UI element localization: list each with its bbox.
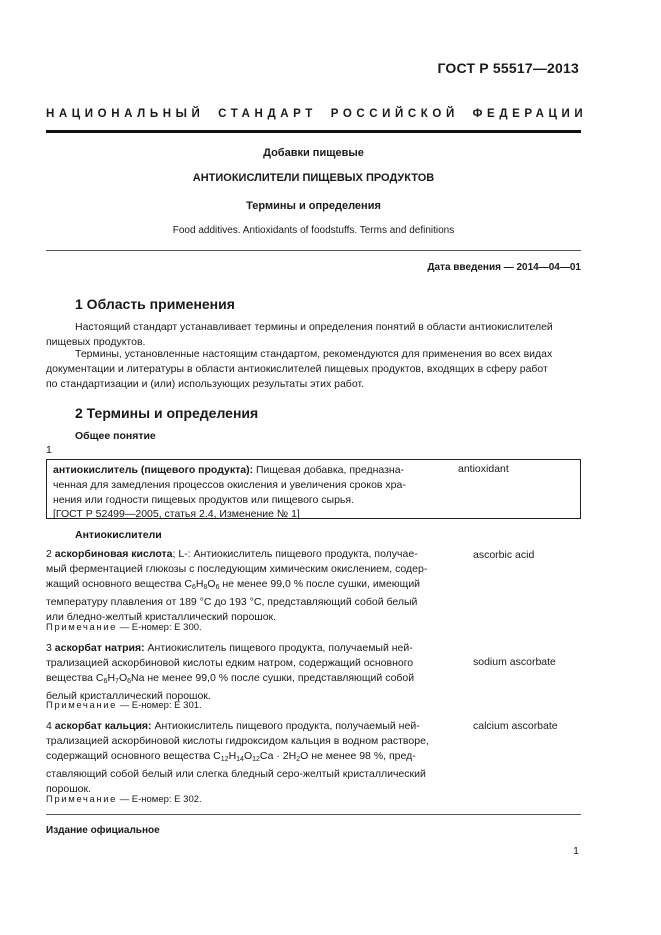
term-4-definition: 4 аскорбат кальция: Антиокислитель пищевого продукта, получаемый ней- трализацией аскорбиновой кислоты гидроксидом кальция в водном растворе, содержащий основного вещества $С_{12}Н_{14}О_{12}Са \cdot 2Н_2О$ не менее 98 %, пред- ставляющий собой белый или слегка бледный серо-желтый кристаллический порошок. bbox=[46, 720, 429, 796]
title-line-2: АНТИОКИСЛИТЕЛИ ПИЩЕВЫХ ПРОДУКТОВ bbox=[192, 172, 435, 184]
term-1-number: 1 bbox=[46, 444, 52, 456]
official-edition-label: Издание официальное bbox=[46, 825, 160, 836]
section-1-p1-line2: пищевых продуктов. bbox=[46, 336, 146, 348]
term-4-title: аскорбат кальция: bbox=[54, 720, 152, 732]
section-2-heading: 2 Термины и определения bbox=[75, 405, 259, 421]
term-2-title: аскорбиновая кислота bbox=[54, 548, 173, 560]
term-2-english: ascorbic acid bbox=[473, 549, 535, 561]
term-1-source: [ГОСТ Р 52499—2005, статья 2.4, Изменение № 1] bbox=[53, 508, 300, 521]
title-rule bbox=[46, 250, 581, 251]
term-1-english: antioxidant bbox=[458, 463, 509, 475]
standard-banner: НАЦИОНАЛЬНЫЙ СТАНДАРТ РОССИЙСКОЙ ФЕДЕРАЦИИ bbox=[46, 108, 588, 120]
title-line-1: Добавки пищевые bbox=[263, 147, 364, 159]
introduction-date: Дата введения — 2014—04—01 bbox=[427, 262, 581, 273]
general-concept-heading: Общее понятие bbox=[75, 430, 156, 442]
note-4: Примечание — Е-номер: Е 302. bbox=[46, 794, 202, 805]
banner-rule bbox=[46, 130, 581, 133]
title-english: Food additives. Antioxidants of foodstuffs. Terms and definitions bbox=[172, 225, 455, 236]
term-3-definition: 3 аскорбат натрия: Антиокислитель пищевого продукта, получаемый ней- трализацией аскорбиновой кислоты едким натром, содержащий основного вещества $С_6Н_7О_6Na$ не менее 99,0 % после сушки, представляющий собой белый кристаллический порошок. bbox=[46, 642, 415, 703]
section-1-p2-line1: Термины, установленные настоящим стандартом, рекомендуются для применения во всех видах bbox=[75, 348, 553, 360]
section-1-p2-line3: по стандартизации и (или) использующих результаты этих работ. bbox=[46, 378, 364, 390]
page-number: 1 bbox=[573, 845, 579, 857]
note-3: Примечание — Е-номер: Е 301. bbox=[46, 700, 202, 711]
section-1-heading: 1 Область применения bbox=[75, 296, 235, 312]
term-2-definition: 2 аскорбиновая кислота; L-: Антиокислитель пищевого продукта, получае- мый ферментацией глюкозы с последующим химическим окислением, содер- жащий основного вещества $С_6Н_8О_6$ не менее 99,0 % после сушки, имеющий температуру плавления от 189 °С до 193 °С, представляющий собой белый или бледно-желтый кристаллический порошок. bbox=[46, 548, 428, 624]
term-4-english: calcium ascorbate bbox=[473, 720, 558, 732]
antioxidants-heading: Антиокислители bbox=[75, 529, 162, 541]
term-1-definition: антиокислитель (пищевого продукта): Пищевая добавка, предназна- ченная для замедления процессов окисления и увеличения сроков хра- нения или годности пищевых продуктов или пищевого сырья. [ГОСТ Р 52499—2005, статья 2.4, Изменение № 1] bbox=[53, 463, 453, 522]
footer-rule bbox=[46, 814, 581, 815]
title-line-3: Термины и определения bbox=[246, 200, 381, 212]
term-3-english: sodium ascorbate bbox=[473, 656, 556, 668]
term-3-title: аскорбат натрия: bbox=[54, 642, 145, 654]
document-number: ГОСТ Р 55517—2013 bbox=[437, 60, 579, 76]
section-1-p2-line2: документации и литературы в области антиокислителей пищевых продуктов, входящих в сферу работ bbox=[46, 363, 548, 375]
term-1-title: антиокислитель (пищевого продукта): bbox=[53, 464, 254, 476]
section-1-p1-line1: Настоящий стандарт устанавливает термины и определения понятий в области антиокислителей bbox=[75, 321, 553, 333]
note-2: Примечание — Е-номер: Е 300. bbox=[46, 622, 202, 633]
